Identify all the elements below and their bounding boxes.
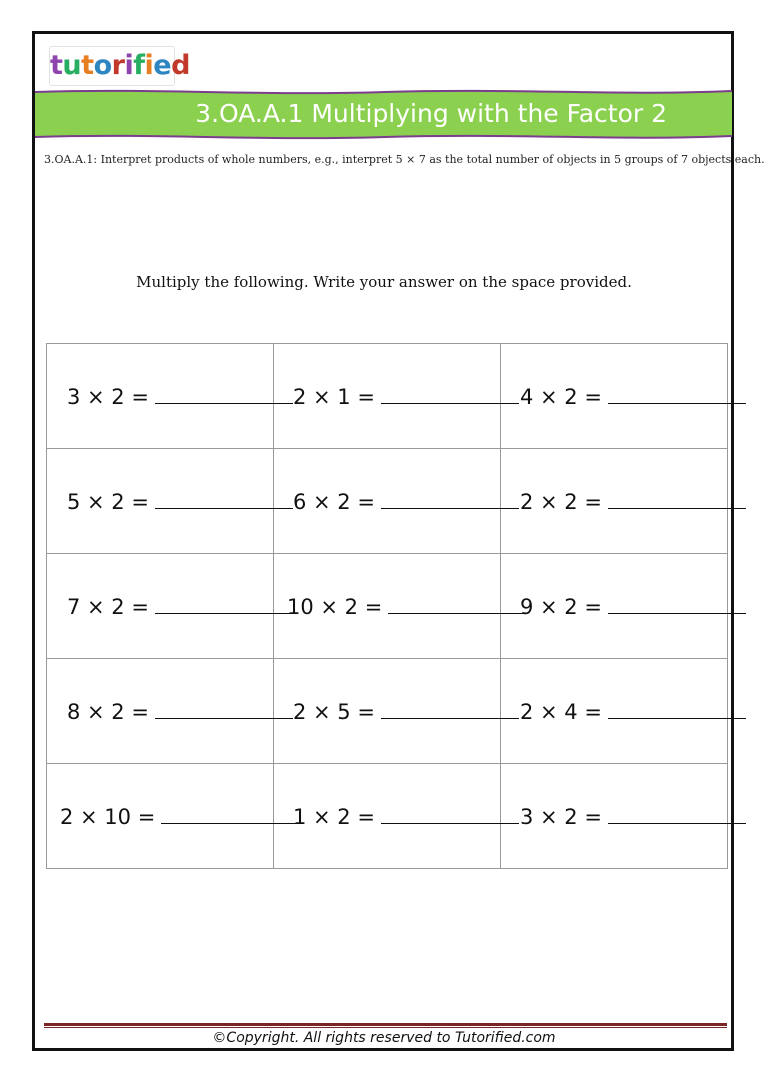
answer-line[interactable]: [381, 382, 519, 404]
problem: [520, 382, 746, 409]
answer-line[interactable]: [381, 802, 519, 824]
problem-cell: [501, 344, 728, 449]
footer-rule: [44, 1023, 727, 1026]
answer-line[interactable]: [155, 697, 293, 719]
answer-line[interactable]: [608, 487, 746, 509]
problem-expression: 10 × 2 =: [287, 595, 383, 619]
problem-cell: [274, 344, 501, 449]
problem-cell: [274, 659, 501, 764]
instructions: Multiply the following. Write your answer on the space provided.: [136, 273, 632, 291]
problem: [67, 382, 293, 409]
problem-cell: [501, 449, 728, 554]
worksheet-title: 3.OA.A.1 Multiplying with the Factor 2: [195, 99, 667, 128]
answer-line[interactable]: [608, 382, 746, 404]
answer-line[interactable]: [381, 487, 519, 509]
problem-expression: 6 × 2 =: [293, 490, 375, 514]
standard-description: 3.OA.A.1: Interpret products of whole numbers, e.g., interpret 5 × 7 as the total number of objects in 5 groups of 7 objects each.: [44, 153, 765, 166]
problem-cell: [274, 764, 501, 869]
problem-cell: [47, 344, 274, 449]
problem-cell: [47, 659, 274, 764]
problem: [520, 487, 746, 514]
table-row: [47, 344, 728, 449]
problem-cell: [47, 449, 274, 554]
problem-expression: 2 × 5 =: [293, 700, 375, 724]
problem-cell: [274, 554, 501, 659]
answer-line[interactable]: [608, 697, 746, 719]
table-row: [47, 659, 728, 764]
problem-expression: 7 × 2 =: [67, 595, 149, 619]
problem: [67, 592, 293, 619]
title-banner: [35, 86, 732, 142]
problem: [520, 802, 746, 829]
problem: [520, 697, 746, 724]
footer-rule-thin: [44, 1027, 727, 1028]
problem-expression: 3 × 2 =: [67, 385, 149, 409]
problem: [293, 487, 519, 514]
problem-expression: 2 × 4 =: [520, 700, 602, 724]
problem-expression: 3 × 2 =: [520, 805, 602, 829]
problem-cell: [501, 659, 728, 764]
table-row: [47, 449, 728, 554]
problem-cell: [501, 554, 728, 659]
problem-expression: 2 × 2 =: [520, 490, 602, 514]
problem-expression: 2 × 1 =: [293, 385, 375, 409]
problem-cell: [47, 554, 274, 659]
copyright-notice: ©Copyright. All rights reserved to Tutorified.com: [212, 1030, 556, 1046]
problem: [60, 802, 299, 829]
problem-expression: 5 × 2 =: [67, 490, 149, 514]
problem-cell: [501, 764, 728, 869]
problem-cell: [274, 449, 501, 554]
problem: [293, 802, 519, 829]
tutorified-logo: tutorified: [49, 46, 175, 86]
problem-expression: 8 × 2 =: [67, 700, 149, 724]
problem: [67, 697, 293, 724]
table-row: [47, 554, 728, 659]
table-row: [47, 764, 728, 869]
answer-line[interactable]: [381, 697, 519, 719]
problems-table: [46, 343, 728, 869]
answer-line[interactable]: [608, 592, 746, 614]
problem-cell: [47, 764, 274, 869]
problem-expression: 2 × 10 =: [60, 805, 156, 829]
problem: [293, 382, 519, 409]
problem: [293, 697, 519, 724]
answer-line[interactable]: [608, 802, 746, 824]
problem: [520, 592, 746, 619]
problem-expression: 1 × 2 =: [293, 805, 375, 829]
problem-expression: 9 × 2 =: [520, 595, 602, 619]
answer-line[interactable]: [155, 592, 293, 614]
answer-line[interactable]: [155, 382, 293, 404]
problem: [287, 592, 526, 619]
problem: [67, 487, 293, 514]
problem-expression: 4 × 2 =: [520, 385, 602, 409]
answer-line[interactable]: [155, 487, 293, 509]
